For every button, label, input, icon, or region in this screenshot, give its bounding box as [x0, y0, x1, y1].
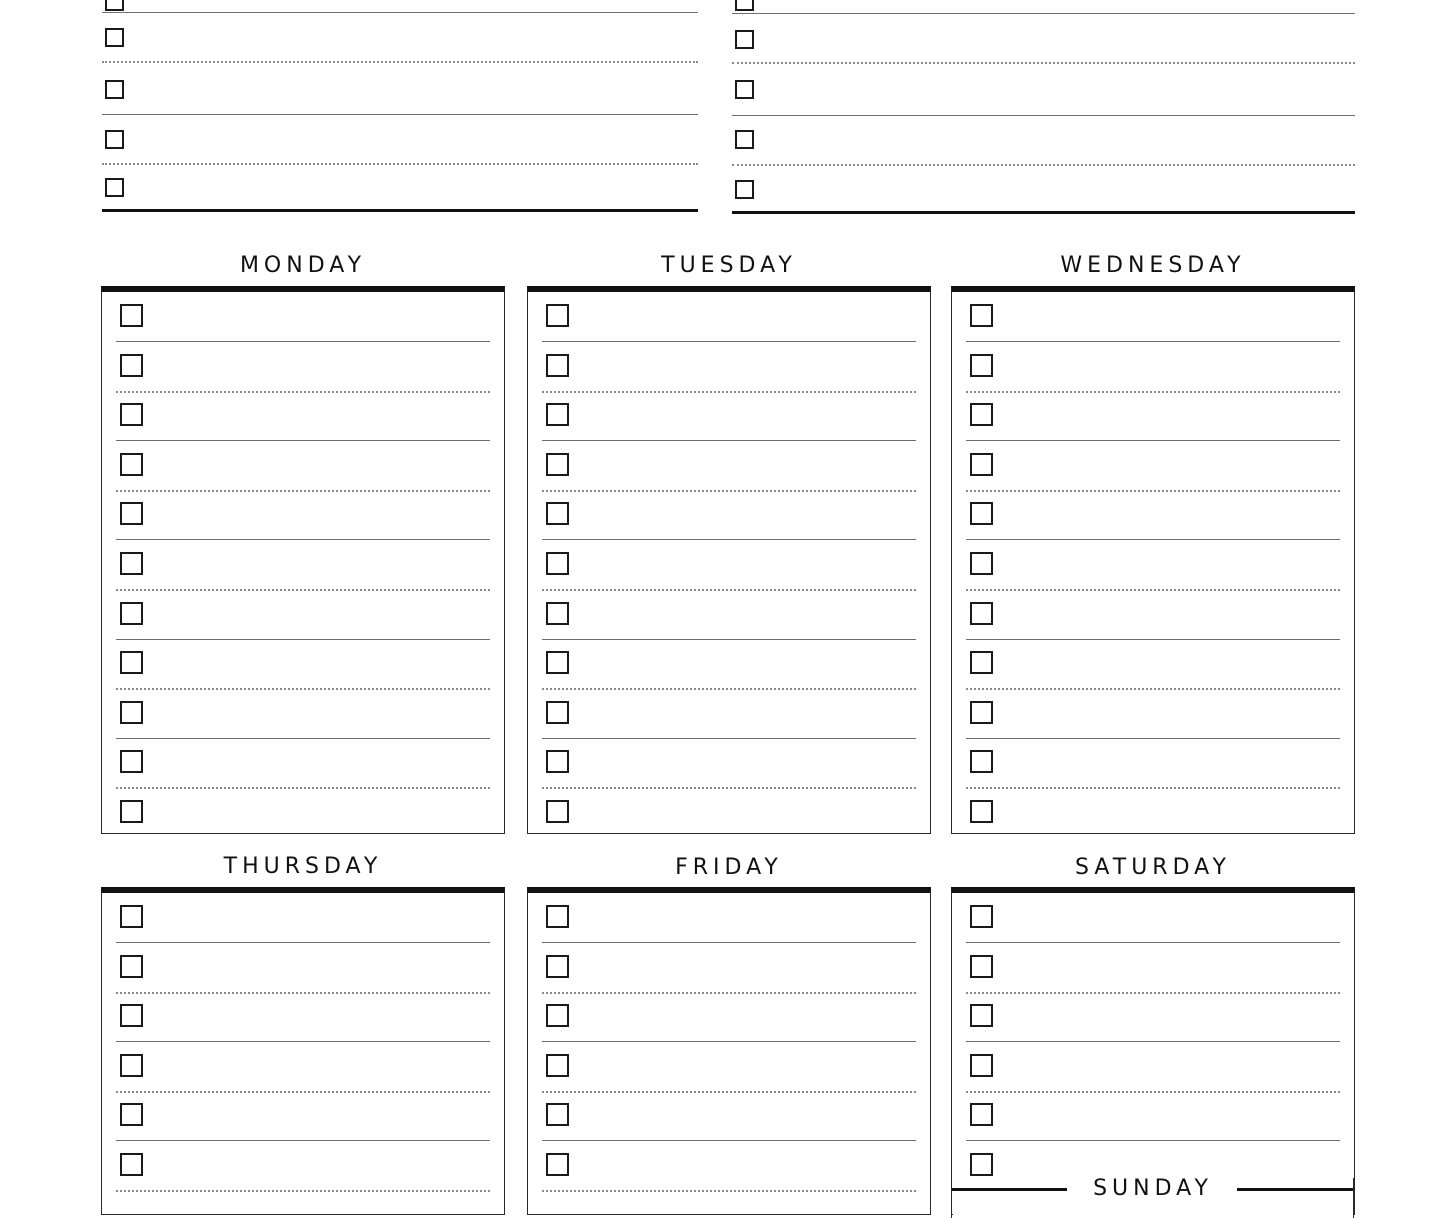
day-task-input[interactable]: [153, 951, 489, 983]
day-task-divider: [116, 1091, 490, 1093]
day-task-input[interactable]: [153, 1050, 489, 1082]
day-task-checkbox[interactable]: [970, 304, 993, 327]
task-line-input[interactable]: [135, 126, 695, 156]
task-checkbox[interactable]: [735, 0, 754, 11]
day-task-divider: [542, 490, 916, 492]
day-task-input[interactable]: [153, 449, 489, 481]
day-task-input[interactable]: [579, 1050, 915, 1082]
day-task-checkbox[interactable]: [120, 750, 143, 773]
day-task-input[interactable]: [579, 951, 915, 983]
day-task-input[interactable]: [1003, 796, 1339, 828]
day-task-divider: [542, 1091, 916, 1093]
day-heading-thursday: THURSDAY: [223, 854, 383, 879]
day-task-input[interactable]: [1003, 449, 1339, 481]
task-line-divider: [732, 211, 1355, 214]
day-task-checkbox[interactable]: [970, 403, 993, 426]
day-task-input[interactable]: [1003, 350, 1339, 382]
day-task-checkbox[interactable]: [120, 354, 143, 377]
day-task-checkbox[interactable]: [546, 1004, 569, 1027]
day-task-input[interactable]: [1003, 598, 1339, 630]
day-task-checkbox[interactable]: [546, 651, 569, 674]
day-task-divider: [542, 391, 916, 393]
day-task-input[interactable]: [579, 598, 915, 630]
day-task-checkbox[interactable]: [970, 905, 993, 928]
task-line-input[interactable]: [765, 176, 1352, 206]
day-task-divider: [542, 992, 916, 994]
day-task-checkbox[interactable]: [970, 800, 993, 823]
task-line-divider: [732, 13, 1355, 14]
day-task-divider: [542, 942, 916, 943]
day-task-divider: [116, 688, 490, 690]
day-task-input[interactable]: [579, 1099, 915, 1131]
day-task-input[interactable]: [579, 746, 915, 778]
day-task-input[interactable]: [1003, 1099, 1339, 1131]
day-task-checkbox[interactable]: [970, 502, 993, 525]
task-line-divider: [732, 164, 1355, 166]
task-checkbox[interactable]: [735, 180, 754, 199]
day-task-input[interactable]: [1003, 746, 1339, 778]
day-task-checkbox[interactable]: [970, 701, 993, 724]
task-checkbox[interactable]: [105, 178, 124, 197]
day-task-checkbox[interactable]: [970, 651, 993, 674]
day-task-checkbox[interactable]: [970, 955, 993, 978]
task-line-divider: [732, 115, 1355, 116]
day-task-input[interactable]: [1003, 697, 1339, 729]
day-task-checkbox[interactable]: [120, 1103, 143, 1126]
day-task-input[interactable]: [579, 796, 915, 828]
day-task-divider: [966, 341, 1340, 342]
day-task-checkbox[interactable]: [546, 502, 569, 525]
day-task-checkbox[interactable]: [120, 304, 143, 327]
day-task-divider: [116, 440, 490, 441]
day-task-input[interactable]: [579, 399, 915, 431]
day-task-input[interactable]: [1003, 901, 1339, 933]
day-task-divider: [966, 539, 1340, 540]
task-checkbox[interactable]: [735, 30, 754, 49]
day-task-input[interactable]: [579, 548, 915, 580]
day-task-checkbox[interactable]: [970, 552, 993, 575]
day-task-divider: [966, 391, 1340, 393]
day-task-input[interactable]: [153, 697, 489, 729]
day-heading-wednesday: WEDNESDAY: [1060, 253, 1246, 278]
day-task-input[interactable]: [579, 1000, 915, 1032]
sunday-box-left-border: [951, 1178, 952, 1218]
day-task-divider: [542, 1041, 916, 1042]
day-task-checkbox[interactable]: [970, 453, 993, 476]
day-task-divider: [966, 1140, 1340, 1141]
day-heading-sunday: SUNDAY: [1093, 1176, 1213, 1201]
day-task-divider: [542, 787, 916, 789]
day-task-input[interactable]: [579, 647, 915, 679]
day-task-input[interactable]: [153, 300, 489, 332]
day-task-input[interactable]: [579, 300, 915, 332]
task-line-input[interactable]: [135, 0, 695, 18]
day-task-checkbox[interactable]: [970, 1054, 993, 1077]
day-task-checkbox[interactable]: [970, 1004, 993, 1027]
day-task-checkbox[interactable]: [120, 1054, 143, 1077]
day-task-divider: [116, 738, 490, 739]
day-task-divider: [966, 1041, 1340, 1042]
day-task-checkbox[interactable]: [120, 602, 143, 625]
day-task-checkbox[interactable]: [546, 304, 569, 327]
task-line-divider: [732, 62, 1355, 64]
day-task-checkbox[interactable]: [546, 701, 569, 724]
day-task-divider: [542, 589, 916, 591]
day-task-checkbox[interactable]: [546, 453, 569, 476]
day-task-divider: [116, 341, 490, 342]
day-task-input[interactable]: [579, 697, 915, 729]
day-task-checkbox[interactable]: [546, 905, 569, 928]
day-task-checkbox[interactable]: [546, 403, 569, 426]
task-line-divider: [102, 163, 698, 165]
day-task-input[interactable]: [1003, 647, 1339, 679]
day-task-checkbox[interactable]: [970, 354, 993, 377]
day-task-checkbox[interactable]: [546, 602, 569, 625]
day-task-divider: [966, 1091, 1340, 1093]
day-task-input[interactable]: [579, 901, 915, 933]
day-task-divider: [542, 1140, 916, 1141]
day-task-checkbox[interactable]: [546, 354, 569, 377]
day-task-divider: [542, 738, 916, 739]
day-task-divider: [966, 992, 1340, 994]
task-line-divider: [102, 12, 698, 13]
day-heading-tuesday: TUESDAY: [661, 253, 797, 278]
day-task-input[interactable]: [153, 498, 489, 530]
task-checkbox[interactable]: [735, 80, 754, 99]
day-task-checkbox[interactable]: [120, 453, 143, 476]
day-task-divider: [542, 1190, 916, 1192]
day-task-divider: [116, 1041, 490, 1042]
day-task-divider: [116, 1140, 490, 1141]
task-checkbox[interactable]: [105, 0, 124, 11]
day-task-input[interactable]: [1003, 548, 1339, 580]
task-checkbox[interactable]: [735, 130, 754, 149]
day-task-input[interactable]: [579, 350, 915, 382]
day-task-checkbox[interactable]: [970, 750, 993, 773]
day-task-checkbox[interactable]: [120, 905, 143, 928]
day-task-input[interactable]: [153, 548, 489, 580]
sunday-box-right-border: [1353, 1178, 1354, 1218]
day-task-checkbox[interactable]: [120, 651, 143, 674]
task-checkbox[interactable]: [105, 130, 124, 149]
day-task-checkbox[interactable]: [120, 800, 143, 823]
day-task-divider: [966, 589, 1340, 591]
task-checkbox[interactable]: [105, 80, 124, 99]
day-task-input[interactable]: [153, 350, 489, 382]
day-task-divider: [966, 942, 1340, 943]
task-line-input[interactable]: [135, 76, 695, 106]
day-task-divider: [116, 539, 490, 540]
day-task-input[interactable]: [1003, 1000, 1339, 1032]
day-task-checkbox[interactable]: [970, 1103, 993, 1126]
day-task-checkbox[interactable]: [120, 403, 143, 426]
day-task-input[interactable]: [153, 796, 489, 828]
day-task-divider: [966, 738, 1340, 739]
day-task-input[interactable]: [579, 1149, 915, 1181]
task-line-input[interactable]: [765, 0, 1352, 18]
day-task-input[interactable]: [579, 498, 915, 530]
day-task-checkbox[interactable]: [120, 552, 143, 575]
task-line-divider: [102, 209, 698, 212]
day-task-divider: [116, 639, 490, 640]
day-task-checkbox[interactable]: [546, 552, 569, 575]
day-task-divider: [542, 688, 916, 690]
day-task-checkbox[interactable]: [546, 1153, 569, 1176]
day-task-divider: [966, 787, 1340, 789]
day-heading-friday: FRIDAY: [675, 855, 783, 880]
day-task-divider: [542, 341, 916, 342]
day-task-divider: [116, 942, 490, 943]
task-line-divider: [102, 114, 698, 115]
day-task-divider: [966, 440, 1340, 441]
day-task-input[interactable]: [153, 1149, 489, 1181]
day-task-checkbox[interactable]: [120, 955, 143, 978]
day-task-input[interactable]: [1003, 498, 1339, 530]
day-task-input[interactable]: [153, 647, 489, 679]
task-line-input[interactable]: [765, 26, 1352, 56]
day-task-checkbox[interactable]: [970, 1153, 993, 1176]
day-task-checkbox[interactable]: [546, 1054, 569, 1077]
day-task-divider: [116, 589, 490, 591]
task-line-input[interactable]: [135, 174, 695, 204]
day-task-checkbox[interactable]: [120, 1004, 143, 1027]
day-task-checkbox[interactable]: [120, 1153, 143, 1176]
day-task-input[interactable]: [153, 1099, 489, 1131]
day-task-checkbox[interactable]: [120, 502, 143, 525]
day-task-input[interactable]: [579, 449, 915, 481]
day-task-input[interactable]: [1003, 300, 1339, 332]
task-line-input[interactable]: [765, 76, 1352, 106]
day-task-input[interactable]: [153, 598, 489, 630]
day-task-checkbox[interactable]: [546, 1103, 569, 1126]
day-task-divider: [542, 639, 916, 640]
day-heading-monday: MONDAY: [239, 253, 367, 278]
day-task-checkbox[interactable]: [120, 701, 143, 724]
day-task-divider: [116, 391, 490, 393]
day-task-divider: [966, 490, 1340, 492]
day-task-divider: [966, 639, 1340, 640]
day-task-checkbox[interactable]: [546, 800, 569, 823]
task-line-input[interactable]: [135, 24, 695, 54]
day-task-input[interactable]: [153, 901, 489, 933]
task-line-divider: [102, 61, 698, 63]
day-task-checkbox[interactable]: [970, 602, 993, 625]
day-task-input[interactable]: [1003, 1050, 1339, 1082]
day-task-divider: [116, 787, 490, 789]
day-task-divider: [966, 688, 1340, 690]
day-task-input[interactable]: [153, 399, 489, 431]
day-task-divider: [542, 539, 916, 540]
day-task-input[interactable]: [153, 1000, 489, 1032]
day-task-divider: [116, 992, 490, 994]
day-task-input[interactable]: [1003, 399, 1339, 431]
day-task-divider: [542, 440, 916, 441]
day-task-input[interactable]: [1003, 951, 1339, 983]
day-task-checkbox[interactable]: [546, 955, 569, 978]
day-task-checkbox[interactable]: [546, 750, 569, 773]
task-checkbox[interactable]: [105, 28, 124, 47]
day-task-divider: [116, 1190, 490, 1192]
day-heading-saturday: SATURDAY: [1075, 855, 1231, 880]
day-task-divider: [116, 490, 490, 492]
day-task-input[interactable]: [153, 746, 489, 778]
task-line-input[interactable]: [765, 126, 1352, 156]
